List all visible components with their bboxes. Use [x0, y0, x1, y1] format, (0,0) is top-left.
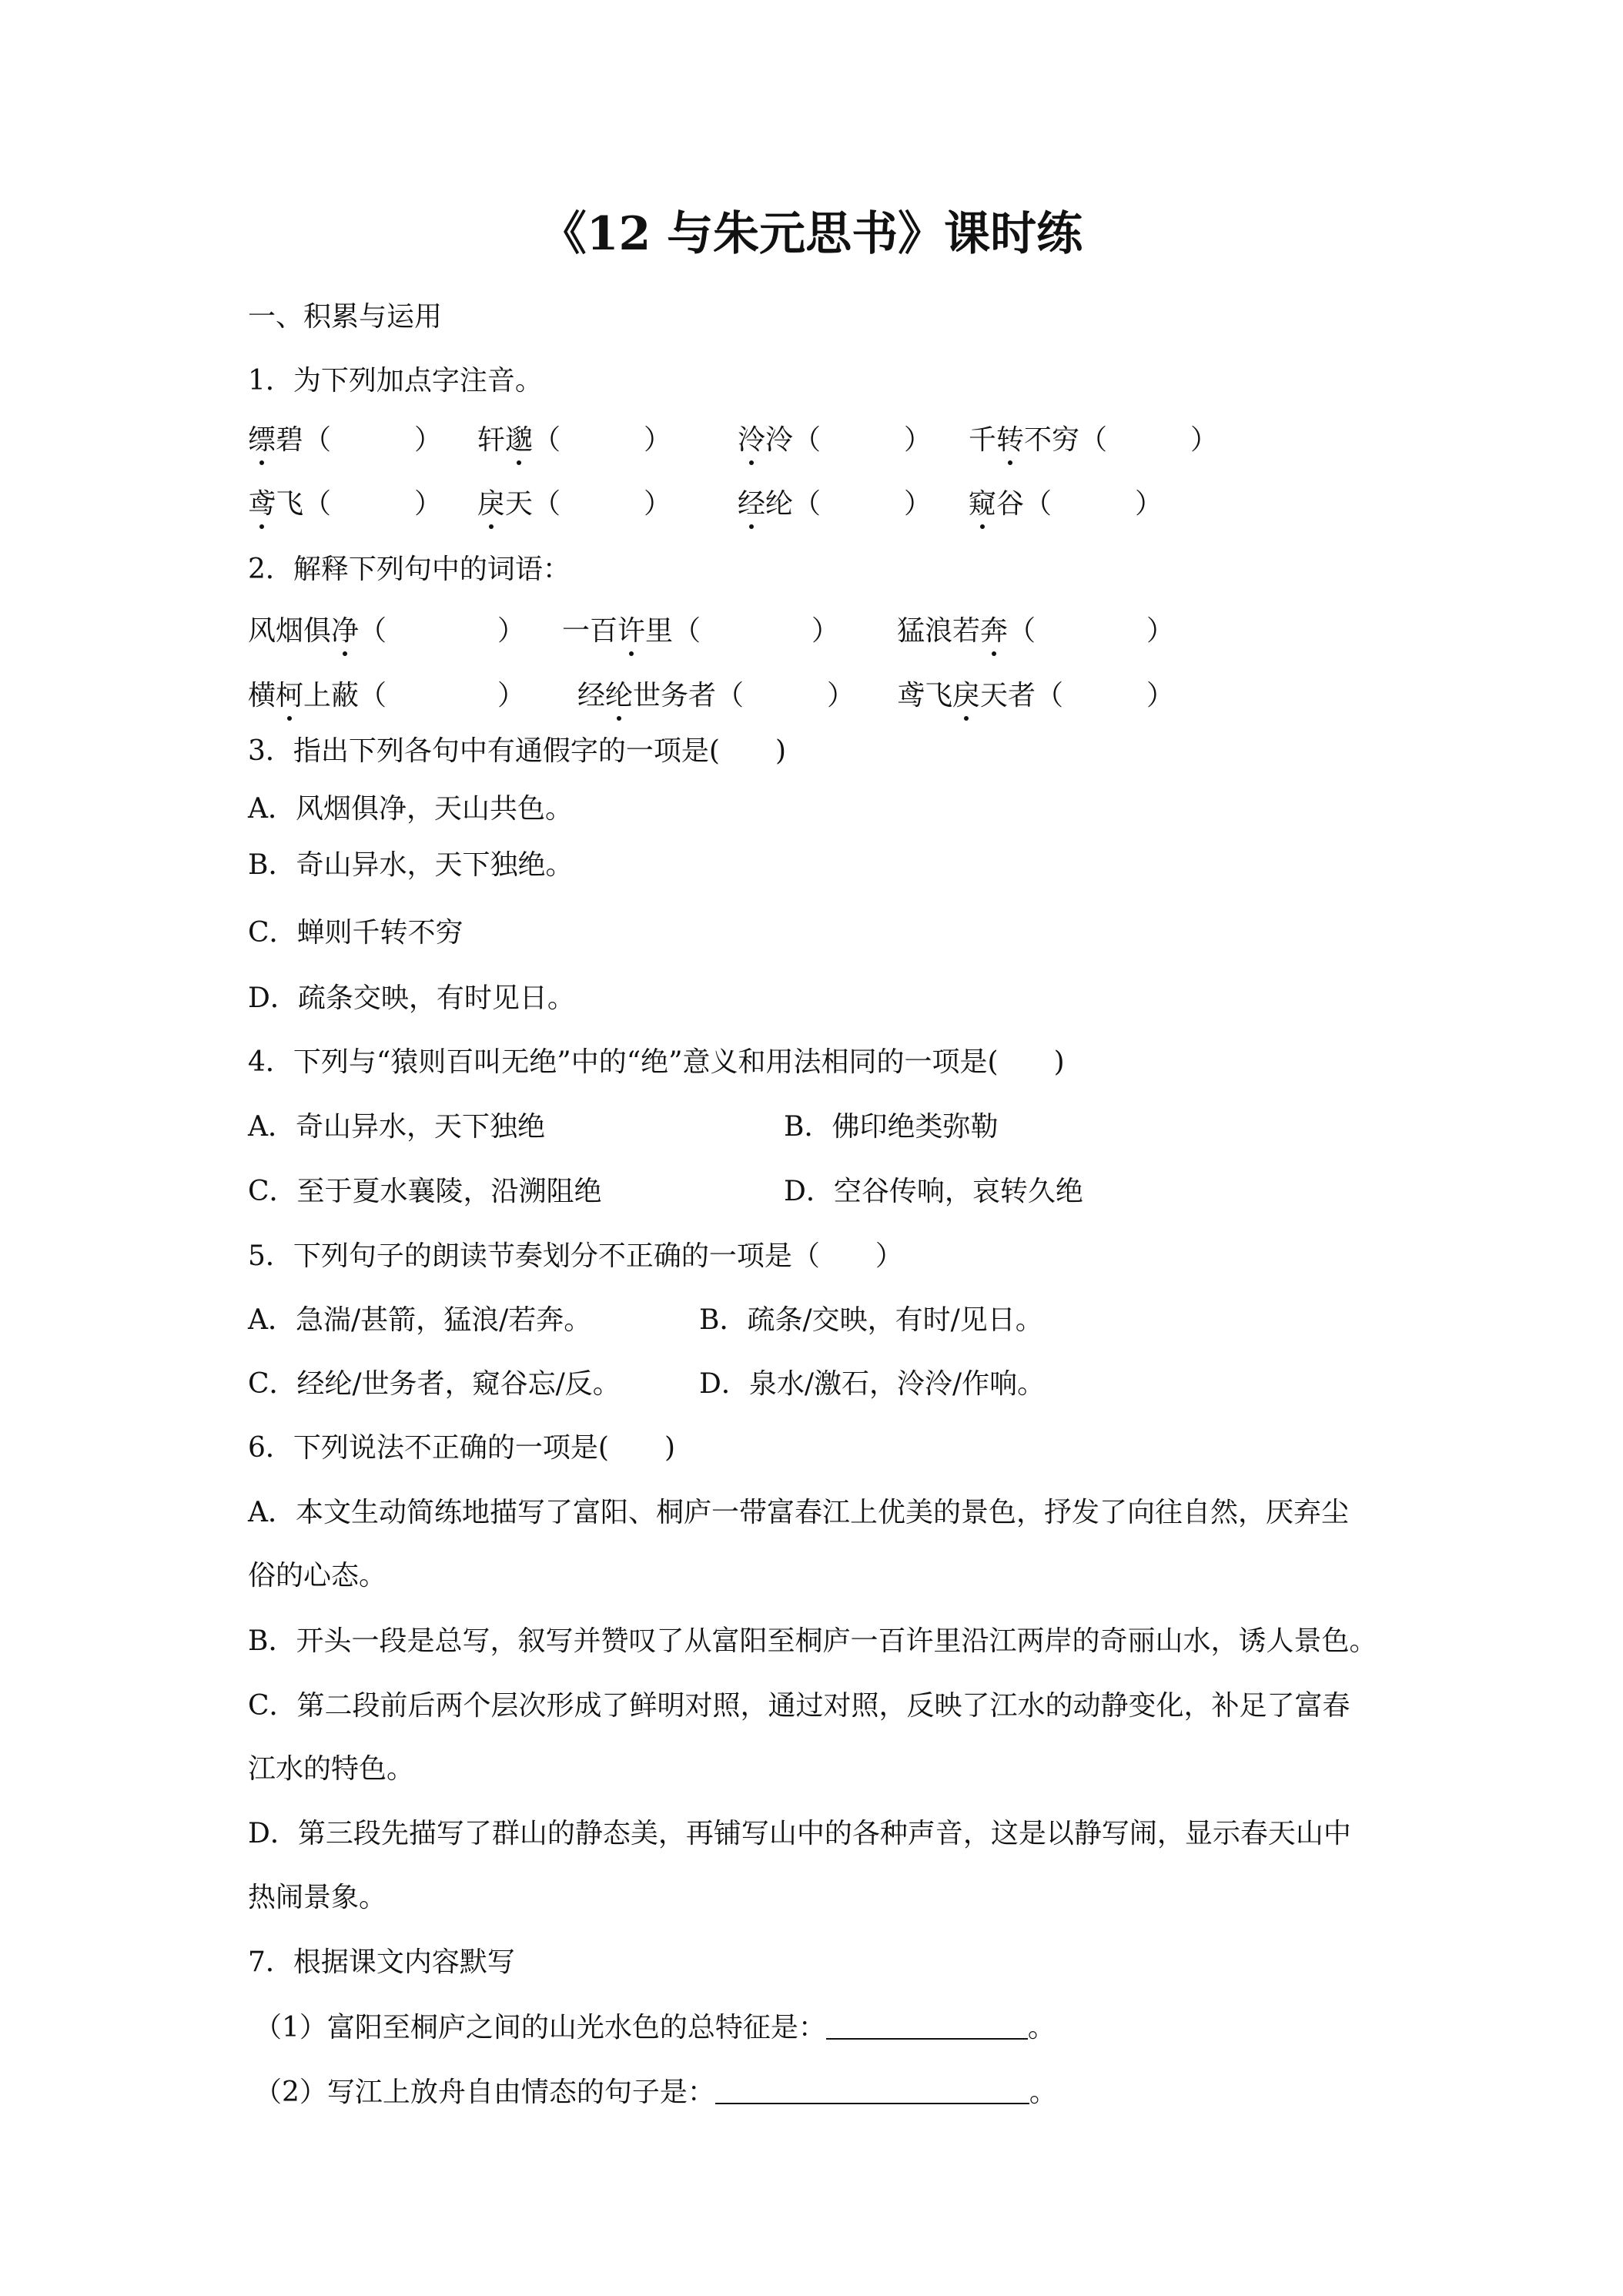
q1-item	[248, 423, 442, 457]
q4-option: A．奇山异水，天下独绝	[248, 1111, 545, 1143]
q7-fill-item-1	[254, 2011, 1056, 2045]
q1-item	[248, 487, 442, 521]
dotted-character: 净	[331, 615, 360, 647]
term-text: 风烟俱	[248, 615, 332, 647]
term-text: 经	[577, 680, 606, 711]
q6-line: 江水的特色。	[248, 1753, 415, 1785]
term-blank: 世务者（ ）	[633, 680, 855, 711]
term-blank: 谷（ ）	[996, 488, 1163, 520]
dotted-character: 鸢	[248, 488, 276, 520]
dotted-character: 经	[738, 488, 766, 520]
answer-blank[interactable]	[826, 2015, 1028, 2040]
term-text: 猛浪若	[897, 615, 981, 647]
term-blank: 上蔽（ ）	[303, 680, 526, 711]
term-blank: 天者（ ）	[980, 680, 1175, 711]
q2-item	[562, 614, 839, 648]
q1-item	[477, 487, 671, 521]
q3-option: B．奇山异水，天下独绝。	[248, 849, 574, 881]
page-title: 《12 与朱元思书》课时练	[540, 207, 1083, 261]
q2-item	[577, 679, 855, 713]
term-blank: 碧（ ）	[276, 424, 443, 456]
q7-item-end: 。	[1029, 2077, 1057, 2108]
q6-line: B．开头一段是总写，叙写并赞叹了从富阳至桐庐一百许里沿江两岸的奇丽山水，诱人景色。	[248, 1625, 1377, 1657]
dotted-character: 泠	[738, 424, 766, 456]
dotted-character: 戾	[477, 488, 506, 520]
question-6-stem: 6．下列说法不正确的一项是( )	[248, 1432, 675, 1464]
question-3-stem: 3．指出下列各句中有通假字的一项是( )	[248, 735, 786, 767]
q3-option: D．疏条交映，有时见日。	[248, 982, 575, 1014]
q6-line: A．本文生动简练地描写了富阳、桐庐一带富春江上优美的景色，抒发了向往自然，厌弃尘	[248, 1497, 1349, 1528]
question-7-stem: 7．根据课文内容默写	[248, 1946, 515, 1978]
term-blank: 不穷（ ）	[1024, 424, 1219, 456]
q2-item	[248, 614, 525, 648]
dotted-character: 窥	[969, 488, 997, 520]
q6-line: C．第二段前后两个层次形成了鲜明对照，通过对照，反映了江水的动静变化，补足了富春	[248, 1690, 1350, 1722]
q1-item	[969, 487, 1163, 521]
q6-line: 热闹景象。	[248, 1882, 387, 1913]
q3-option: C．蝉则千转不穷	[248, 917, 463, 949]
term-text: 千	[969, 424, 997, 456]
q7-item-end: 。	[1027, 2012, 1056, 2043]
dotted-character: 许	[617, 615, 646, 647]
q3-option: A．风烟俱净，天山共色。	[248, 793, 573, 825]
dotted-character: 转	[996, 424, 1025, 456]
term-blank: 里（ ）	[645, 615, 840, 647]
q2-item	[897, 679, 1174, 713]
term-blank: 泠（ ）	[765, 424, 932, 456]
q2-item	[897, 614, 1174, 648]
q4-option: D．空谷传响，哀转久绝	[784, 1176, 1083, 1207]
q4-option: C．至于夏水襄陵，沿溯阻绝	[248, 1176, 602, 1207]
dotted-character: 缥	[248, 424, 276, 456]
dotted-character: 戾	[952, 680, 981, 711]
q5-option: B．疏条/交映，有时/见日。	[699, 1304, 1043, 1336]
answer-blank[interactable]	[715, 2080, 1029, 2104]
q1-item	[477, 423, 671, 457]
dotted-character: 纶	[605, 680, 634, 711]
q5-option: C．经纶/世务者，窥谷忘/反。	[248, 1368, 621, 1400]
term-blank: 飞（ ）	[276, 488, 443, 520]
term-text: 横	[248, 680, 276, 711]
dotted-character: 邈	[505, 424, 534, 456]
question-5-stem: 5．下列句子的朗读节奏划分不正确的一项是（ ）	[248, 1240, 903, 1272]
question-4-stem: 4．下列与“猿则百叫无绝”中的“绝”意义和用法相同的一项是( )	[248, 1046, 1065, 1078]
section-heading: 一、积累与运用	[248, 301, 443, 333]
term-text: 鸢飞	[897, 680, 953, 711]
q4-option: B．佛印绝类弥勒	[784, 1111, 999, 1143]
q6-line: 俗的心态。	[248, 1560, 387, 1591]
q5-option: A．急湍/甚箭，猛浪/若奔。	[248, 1304, 592, 1336]
term-blank: 纶（ ）	[765, 488, 932, 520]
question-1-stem: 1．为下列加点字注音。	[248, 365, 543, 397]
q1-item	[738, 423, 932, 457]
question-2-stem: 2．解释下列句中的词语：	[248, 554, 571, 585]
term-blank: （ ）	[1008, 615, 1175, 647]
dotted-character: 奔	[980, 615, 1009, 647]
q1-item	[738, 487, 932, 521]
q1-item	[969, 423, 1218, 457]
term-blank: （ ）	[533, 424, 672, 456]
q2-item	[248, 679, 525, 713]
q7-item-text: （2）写江上放舟自由情态的句子是：	[254, 2077, 715, 2108]
term-blank: 天（ ）	[505, 488, 672, 520]
q6-line: D．第三段先描写了群山的静态美，再铺写山中的各种声音，这是以静写闹，显示春天山中	[248, 1818, 1351, 1849]
term-text: 轩	[477, 424, 506, 456]
q7-item-text: （1）富阳至桐庐之间的山光水色的总特征是：	[254, 2012, 826, 2043]
q5-option: D．泉水/激石，泠泠/作响。	[699, 1368, 1046, 1400]
dotted-character: 柯	[276, 680, 304, 711]
term-blank: （ ）	[359, 615, 526, 647]
q7-fill-item-2	[254, 2076, 1057, 2110]
term-text: 一百	[562, 615, 618, 647]
